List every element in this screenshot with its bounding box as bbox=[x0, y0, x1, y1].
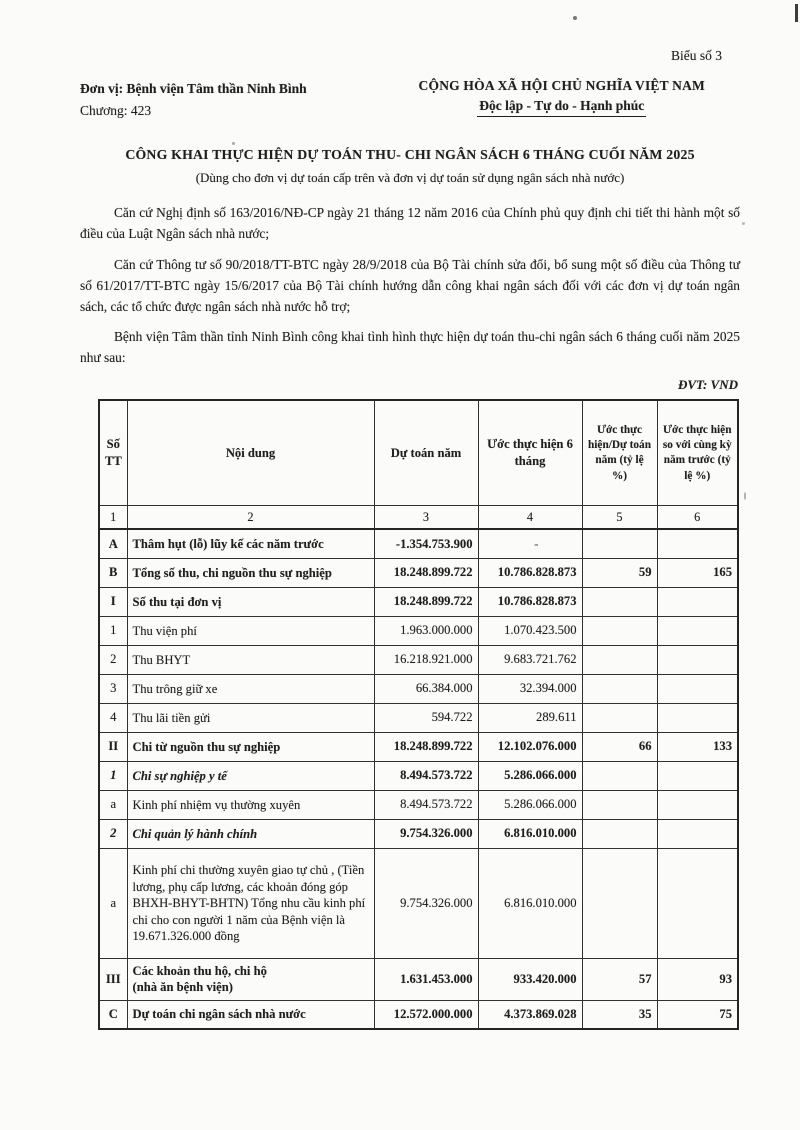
column-number: 4 bbox=[478, 506, 582, 530]
cell-noi-dung: Tổng số thu, chi nguồn thu sự nghiệp bbox=[127, 558, 374, 587]
column-number: 2 bbox=[127, 506, 374, 530]
cell-uoc-thuc-hien: 4.373.869.028 bbox=[478, 1000, 582, 1029]
cell-noi-dung: Số thu tại đơn vị bbox=[127, 587, 374, 616]
cell-ty-le-du-toan bbox=[582, 761, 657, 790]
cell-du-toan-nam: 8.494.573.722 bbox=[374, 790, 478, 819]
currency-unit-note: ĐVT: VND bbox=[677, 377, 738, 393]
cell-du-toan-nam: -1.354.753.900 bbox=[374, 529, 478, 558]
table-row bbox=[99, 587, 738, 616]
cell-stt: 2 bbox=[99, 819, 127, 848]
cell-stt: 1 bbox=[99, 616, 127, 645]
cell-noi-dung: Thu lãi tiền gửi bbox=[127, 703, 374, 732]
cell-ty-le-cung-ky bbox=[657, 529, 738, 558]
table-row bbox=[99, 958, 738, 1000]
table-row bbox=[99, 558, 738, 587]
col-header-noi-dung: Nội dung bbox=[127, 400, 374, 506]
unit-name: Đơn vị: Bệnh viện Tâm thần Ninh Bình bbox=[80, 81, 307, 96]
cell-ty-le-du-toan bbox=[582, 790, 657, 819]
cell-ty-le-du-toan bbox=[582, 674, 657, 703]
cell-ty-le-du-toan bbox=[582, 703, 657, 732]
cell-ty-le-cung-ky bbox=[657, 761, 738, 790]
table-row bbox=[99, 1000, 738, 1029]
table-row bbox=[99, 616, 738, 645]
cell-du-toan-nam: 18.248.899.722 bbox=[374, 558, 478, 587]
cell-du-toan-nam: 1.963.000.000 bbox=[374, 616, 478, 645]
cell-stt: A bbox=[99, 529, 127, 558]
cell-ty-le-cung-ky bbox=[657, 587, 738, 616]
cell-stt: 4 bbox=[99, 703, 127, 732]
cell-ty-le-du-toan: 35 bbox=[582, 1000, 657, 1029]
cell-stt: a bbox=[99, 790, 127, 819]
cell-uoc-thuc-hien: 6.816.010.000 bbox=[478, 819, 582, 848]
scan-speck bbox=[573, 16, 577, 20]
cell-ty-le-du-toan: 59 bbox=[582, 558, 657, 587]
paragraph-legal-basis-2: Căn cứ Thông tư số 90/2018/TT-BTC ngày 28/9/2018 của Bộ Tài chính sửa đổi, bổ sung một số điều của Thông tư số 61/2017/TT-BTC ngày 15/6/2017 của Bộ Tài chính hướng dẫn công khai ngân sách đối với các đơn vị dự toán ngân sách, các tổ chức được ngân sách nhà nước hỗ trợ; bbox=[80, 256, 740, 314]
cell-noi-dung: Kinh phí chi thường xuyên giao tự chủ , (Tiền lương, phụ cấp lương, các khoản đóng góp BHXH-BHYT-BHTN) Tổng nhu cầu kinh phí chi cho con người 1 năm của Bệnh viện là 19.671.326.000 đồng bbox=[127, 848, 374, 958]
cell-ty-le-du-toan bbox=[582, 819, 657, 848]
cell-ty-le-du-toan bbox=[582, 587, 657, 616]
table-row bbox=[99, 674, 738, 703]
cell-ty-le-cung-ky: 165 bbox=[657, 558, 738, 587]
cell-uoc-thuc-hien: 5.286.066.000 bbox=[478, 790, 582, 819]
cell-du-toan-nam: 12.572.000.000 bbox=[374, 1000, 478, 1029]
col-header-uoc-thuc-hien: Ước thực hiện 6 tháng bbox=[478, 400, 582, 506]
table-row bbox=[99, 732, 738, 761]
cell-stt: B bbox=[99, 558, 127, 587]
cell-ty-le-du-toan bbox=[582, 645, 657, 674]
cell-stt: II bbox=[99, 732, 127, 761]
cell-noi-dung: Dự toán chi ngân sách nhà nước bbox=[127, 1000, 374, 1029]
national-title: CỘNG HÒA XÃ HỘI CHỦ NGHĨA VIỆT NAM bbox=[418, 78, 706, 93]
national-header-block bbox=[384, 78, 740, 117]
cell-noi-dung: Chi từ nguồn thu sự nghiệp bbox=[127, 732, 374, 761]
cell-du-toan-nam: 18.248.899.722 bbox=[374, 587, 478, 616]
cell-stt: 1 bbox=[99, 761, 127, 790]
cell-ty-le-cung-ky bbox=[657, 848, 738, 958]
cell-ty-le-cung-ky: 93 bbox=[657, 958, 738, 1000]
column-number: 1 bbox=[99, 506, 127, 530]
col-header-stt: Số TT bbox=[99, 400, 127, 506]
col-header-ty-le-du-toan: Ước thực hiện/Dự toán năm (tỷ lệ %) bbox=[582, 400, 657, 506]
issuing-unit-block bbox=[80, 78, 384, 121]
column-number: 5 bbox=[582, 506, 657, 530]
table-row bbox=[99, 819, 738, 848]
cell-du-toan-nam: 8.494.573.722 bbox=[374, 761, 478, 790]
table-row bbox=[99, 848, 738, 958]
cell-du-toan-nam: 16.218.921.000 bbox=[374, 645, 478, 674]
cell-ty-le-du-toan bbox=[582, 529, 657, 558]
column-number-row bbox=[99, 506, 738, 530]
cell-uoc-thuc-hien: 10.786.828.873 bbox=[478, 587, 582, 616]
document-header bbox=[80, 78, 740, 121]
chapter-number: Chương: 423 bbox=[80, 102, 152, 118]
cell-du-toan-nam: 18.248.899.722 bbox=[374, 732, 478, 761]
budget-table-body bbox=[99, 529, 738, 1029]
cell-uoc-thuc-hien: 5.286.066.000 bbox=[478, 761, 582, 790]
cell-ty-le-du-toan bbox=[582, 848, 657, 958]
cell-uoc-thuc-hien: 9.683.721.762 bbox=[478, 645, 582, 674]
cell-ty-le-cung-ky bbox=[657, 703, 738, 732]
budget-table-header bbox=[99, 400, 738, 529]
cell-du-toan-nam: 9.754.326.000 bbox=[374, 819, 478, 848]
cell-uoc-thuc-hien: 6.816.010.000 bbox=[478, 848, 582, 958]
budget-table bbox=[98, 399, 739, 1030]
cell-uoc-thuc-hien: 933.420.000 bbox=[478, 958, 582, 1000]
table-row bbox=[99, 703, 738, 732]
scan-speck bbox=[744, 492, 746, 500]
cell-noi-dung: Chi sự nghiệp y tế bbox=[127, 761, 374, 790]
cell-ty-le-cung-ky bbox=[657, 616, 738, 645]
col-header-du-toan-nam: Dự toán năm bbox=[374, 400, 478, 506]
cell-noi-dung: Các khoản thu hộ, chi hộ (nhà ăn bệnh viện) bbox=[127, 958, 374, 1000]
sheet-number-label: Biểu số 3 bbox=[670, 48, 722, 63]
cell-noi-dung: Chi quản lý hành chính bbox=[127, 819, 374, 848]
cell-uoc-thuc-hien: 10.786.828.873 bbox=[478, 558, 582, 587]
document-subtitle: (Dùng cho đơn vị dự toán cấp trên và đơn vị dự toán sử dụng ngân sách nhà nước) bbox=[195, 170, 625, 186]
cell-uoc-thuc-hien: 1.070.423.500 bbox=[478, 616, 582, 645]
column-number: 3 bbox=[374, 506, 478, 530]
scan-edge-artifact bbox=[795, 4, 798, 22]
cell-uoc-thuc-hien: - bbox=[478, 529, 582, 558]
cell-du-toan-nam: 1.631.453.000 bbox=[374, 958, 478, 1000]
cell-noi-dung: Thu BHYT bbox=[127, 645, 374, 674]
cell-uoc-thuc-hien: 289.611 bbox=[478, 703, 582, 732]
column-number: 6 bbox=[657, 506, 738, 530]
cell-noi-dung: Kinh phí nhiệm vụ thường xuyên bbox=[127, 790, 374, 819]
cell-ty-le-cung-ky bbox=[657, 790, 738, 819]
cell-stt: III bbox=[99, 958, 127, 1000]
cell-du-toan-nam: 66.384.000 bbox=[374, 674, 478, 703]
table-row bbox=[99, 790, 738, 819]
cell-stt: 2 bbox=[99, 645, 127, 674]
cell-ty-le-du-toan: 57 bbox=[582, 958, 657, 1000]
cell-du-toan-nam: 9.754.326.000 bbox=[374, 848, 478, 958]
paragraph-legal-basis-1: Căn cứ Nghị định số 163/2016/NĐ-CP ngày 21 tháng 12 năm 2016 của Chính phủ quy định chi tiết thi hành một số điều của Luật Ngân sách nhà nước; bbox=[80, 205, 740, 242]
scan-speck bbox=[742, 222, 745, 225]
cell-ty-le-du-toan: 66 bbox=[582, 732, 657, 761]
cell-stt: 3 bbox=[99, 674, 127, 703]
cell-noi-dung: Thu trông giữ xe bbox=[127, 674, 374, 703]
cell-ty-le-cung-ky bbox=[657, 645, 738, 674]
cell-ty-le-cung-ky: 75 bbox=[657, 1000, 738, 1029]
cell-noi-dung: Thâm hụt (lỗ) lũy kế các năm trước bbox=[127, 529, 374, 558]
col-header-ty-le-cung-ky: Ước thực hiện so với cùng kỳ năm trước (tỷ lệ %) bbox=[657, 400, 738, 506]
cell-ty-le-cung-ky bbox=[657, 674, 738, 703]
table-row bbox=[99, 761, 738, 790]
cell-du-toan-nam: 594.722 bbox=[374, 703, 478, 732]
cell-noi-dung: Thu viện phí bbox=[127, 616, 374, 645]
cell-uoc-thuc-hien: 32.394.000 bbox=[478, 674, 582, 703]
table-row bbox=[99, 529, 738, 558]
legal-basis-paragraphs bbox=[80, 202, 740, 368]
cell-ty-le-du-toan bbox=[582, 616, 657, 645]
cell-stt: a bbox=[99, 848, 127, 958]
cell-stt: C bbox=[99, 1000, 127, 1029]
national-motto: Độc lập - Tự do - Hạnh phúc bbox=[477, 98, 646, 117]
document-content bbox=[80, 40, 740, 1030]
paragraph-declaration: Bệnh viện Tâm thần tỉnh Ninh Bình công khai tình hình thực hiện dự toán thu-chi ngân sách 6 tháng cuối năm 2025 như sau: bbox=[80, 329, 740, 366]
cell-stt: I bbox=[99, 587, 127, 616]
cell-ty-le-cung-ky: 133 bbox=[657, 732, 738, 761]
table-row bbox=[99, 645, 738, 674]
cell-ty-le-cung-ky bbox=[657, 819, 738, 848]
document-title: CÔNG KHAI THỰC HIỆN DỰ TOÁN THU- CHI NGÂN SÁCH 6 THÁNG CUỐI NĂM 2025 bbox=[125, 147, 695, 163]
cell-uoc-thuc-hien: 12.102.076.000 bbox=[478, 732, 582, 761]
